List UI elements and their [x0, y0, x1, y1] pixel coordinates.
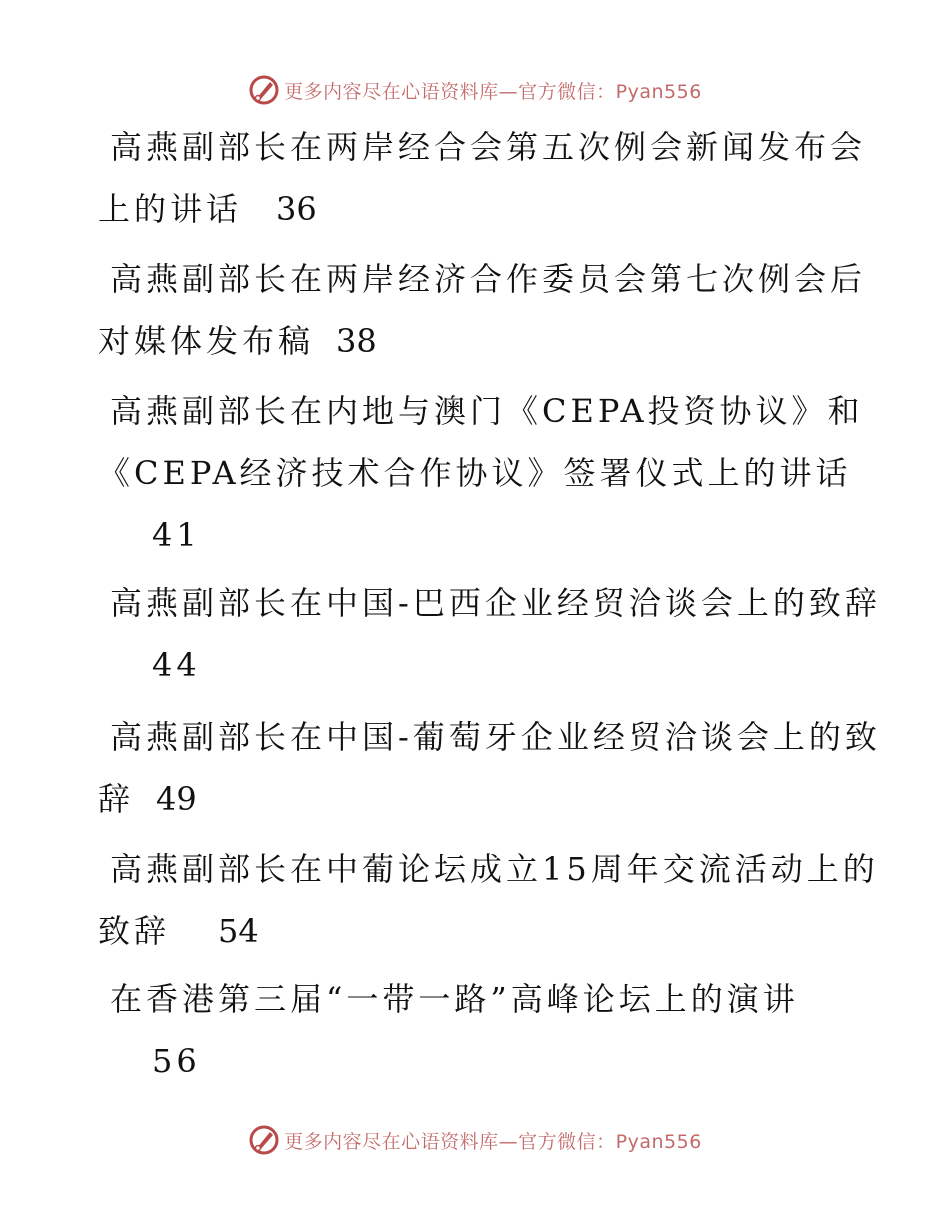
pen-logo-icon: [248, 1124, 280, 1156]
toc-entry-title-line: 《CEPA经济技术合作协议》签署仪式上的讲话: [98, 454, 852, 492]
toc-entry: [98, 706, 881, 830]
watermark-text: 更多内容尽在心语资料库—官方微信：Pyan556: [284, 1130, 702, 1153]
toc-entry: [98, 838, 879, 962]
toc-entry-title-line-end: 上的讲话: [98, 190, 243, 228]
toc-page-number: 38: [336, 322, 377, 360]
toc-entry-title-line-end: 对媒体发布稿: [98, 322, 315, 360]
toc-entry-title-line: [98, 900, 858, 962]
toc-entry: [98, 968, 858, 1092]
watermark-text: 更多内容尽在心语资料库—官方微信：Pyan556: [284, 80, 702, 103]
toc-entry-title-line: [98, 178, 858, 240]
toc-entry-title-line: 高燕副部长在中国-葡萄牙企业经贸洽谈会上的致: [110, 718, 881, 756]
toc-entry-title-line-end: 致辞: [98, 912, 171, 950]
toc-page-number: 36: [276, 190, 317, 228]
pen-logo-icon: [248, 74, 280, 106]
toc-page-number: 49: [156, 780, 197, 818]
toc-page-number: 41: [152, 516, 201, 554]
toc-entry-title-line: [98, 768, 858, 830]
toc-entry: [98, 248, 867, 372]
toc-entry-title-line: 高燕副部长在内地与澳门《CEPA投资协议》和: [110, 392, 864, 430]
toc-entry-title-line: 高燕副部长在两岸经合会第五次例会新闻发布会: [110, 128, 867, 166]
toc-entry-title-line: 高燕副部长在两岸经济合作委员会第七次例会后: [110, 260, 867, 298]
footer-watermark-banner: [0, 1120, 950, 1160]
toc-entry: [98, 116, 867, 240]
toc-entry-title-line: 高燕副部长在中国-巴西企业经贸洽谈会上的致辞: [110, 584, 881, 622]
toc-entry-title-line-end: 辞: [98, 780, 135, 818]
toc-entry: [98, 380, 864, 566]
toc-entry-title-line: [98, 310, 858, 372]
toc-page-number: 54: [218, 912, 259, 950]
header-watermark-banner: [0, 70, 950, 110]
toc-page-number: 56: [152, 1042, 201, 1080]
toc-entry: [98, 572, 881, 696]
toc-entry-title-line: 在香港第三届“一带一路”高峰论坛上的演讲: [110, 980, 799, 1018]
toc-page-number: 44: [152, 646, 201, 684]
toc-entry-title-line: 高燕副部长在中葡论坛成立15周年交流活动上的: [110, 850, 879, 888]
